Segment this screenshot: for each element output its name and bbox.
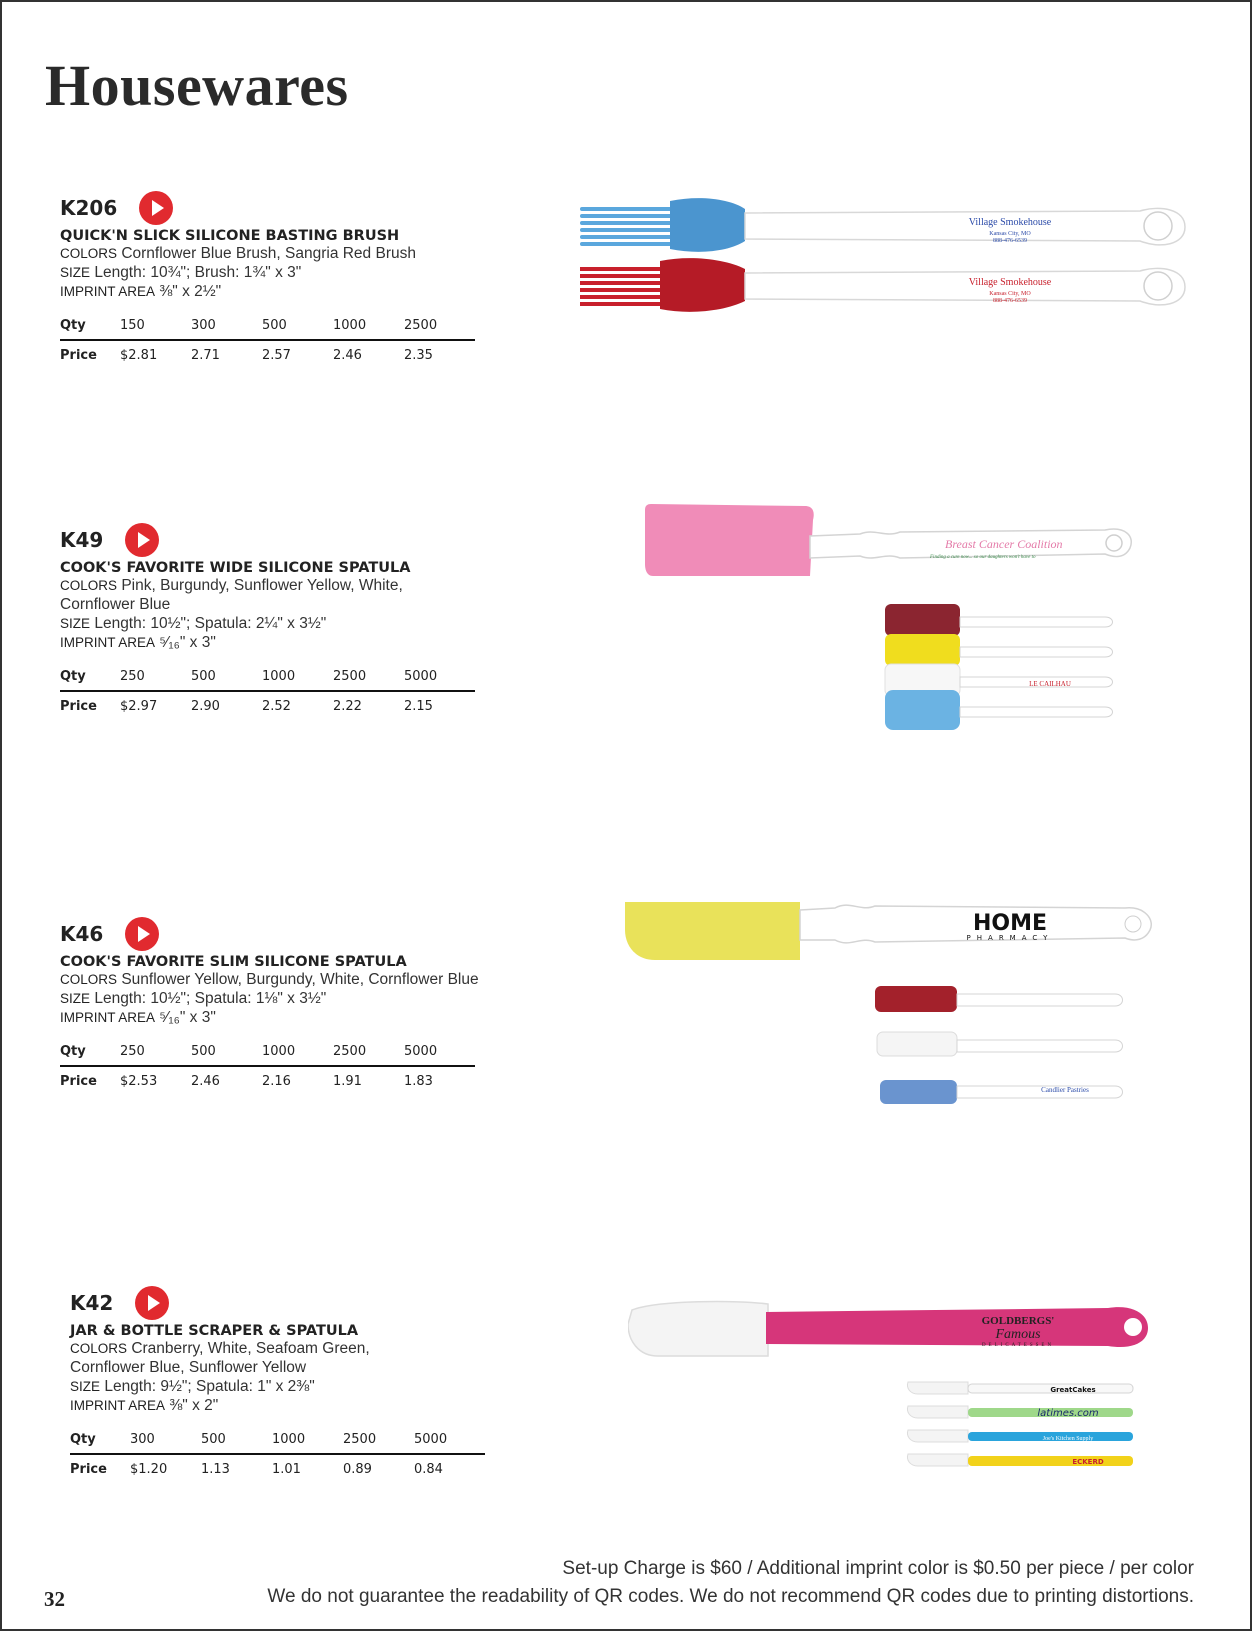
wide-spatula-image (645, 500, 1135, 735)
product-k46 (60, 916, 480, 1095)
price-label: Price (60, 698, 97, 714)
colors-line (60, 970, 480, 989)
price-label: Price (60, 347, 97, 363)
play-video-button[interactable] (139, 191, 173, 225)
qty-cell: 2500 (404, 311, 475, 340)
price-cell: 1.13 (201, 1461, 230, 1477)
qty-cell: 500 (262, 311, 333, 340)
imprint-value: ⁵⁄₁₆" x 3" (159, 1009, 216, 1026)
price-table (70, 1425, 485, 1483)
colors-value: Pink, Burgundy, Sunflower Yellow, White, (121, 577, 403, 594)
imprint-value: ⅜" x 2½" (159, 283, 222, 300)
product-k49 (60, 522, 480, 720)
qty-cell: 300 (191, 311, 262, 340)
qty-row (60, 311, 475, 340)
price-table (60, 1037, 475, 1095)
price-cell: 2.71 (191, 347, 220, 363)
play-video-button[interactable] (125, 523, 159, 557)
price-cell: 1.91 (333, 1073, 362, 1089)
qty-row (60, 662, 475, 691)
price-cell: 2.22 (333, 698, 362, 714)
product-name: COOK'S FAVORITE SLIM SILICONE SPATULA (60, 954, 407, 970)
play-video-button[interactable] (135, 1286, 169, 1320)
price-table (60, 311, 475, 369)
imprint-label: IMPRINT AREA (60, 1010, 156, 1025)
product-name: COOK'S FAVORITE WIDE SILICONE SPATULA (60, 560, 411, 576)
colors-line-continued: Cornflower Blue (60, 596, 171, 613)
qty-cell: 250 (120, 662, 191, 691)
small-slim-spatulas (875, 986, 1123, 1104)
imprint-text: Finding a cure now... so our daughters won't have to (930, 555, 1036, 560)
size-label: SIZE (60, 265, 91, 280)
play-video-button[interactable] (125, 917, 159, 951)
price-row (60, 340, 475, 369)
qty-cell: 250 (120, 1037, 191, 1066)
price-cell: 2.15 (404, 698, 433, 714)
qty-cell: 1000 (262, 1037, 333, 1066)
slim-spatula-image (625, 900, 1155, 1110)
imprint-line (60, 633, 480, 652)
price-label: Price (70, 1461, 107, 1477)
qty-cell: 5000 (404, 662, 475, 691)
qr-code-disclaimer: We do not guarantee the readability of QR codes. We do not recommend QR codes due to printing distortions. (267, 1586, 1194, 1607)
size-line (60, 614, 480, 633)
colors-line-continued: Cornflower Blue, Sunflower Yellow (70, 1359, 307, 1376)
product-code: K206 (60, 196, 118, 220)
qty-cell: 2500 (333, 1037, 404, 1066)
imprint-text: 888-476-6539 (993, 238, 1027, 244)
size-value: Length: 10¾"; Brush: 1¾" x 3" (94, 264, 302, 281)
price-cell: 2.52 (262, 698, 291, 714)
price-row (60, 1066, 475, 1095)
qty-label: Qty (60, 662, 120, 691)
price-row (70, 1454, 485, 1483)
product-code: K46 (60, 922, 104, 946)
price-cell: 2.90 (191, 698, 220, 714)
price-cell: 2.16 (262, 1073, 291, 1089)
imprint-text: Kansas City, MO (989, 231, 1031, 237)
setup-charge-note: Set-up Charge is $60 / Additional imprint color is $0.50 per piece / per color (562, 1558, 1194, 1579)
imprint-text: GreatCakes (1050, 1386, 1096, 1394)
colors-value: Cranberry, White, Seafoam Green, (131, 1340, 370, 1357)
qty-cell: 2500 (343, 1425, 414, 1454)
pink-wide-spatula (645, 504, 1131, 576)
imprint-text: DELICATESSEN (981, 1343, 1055, 1348)
qty-cell: 1000 (333, 311, 404, 340)
yellow-slim-spatula (625, 902, 1151, 960)
red-basting-brush (580, 258, 1185, 312)
qty-cell: 150 (120, 311, 191, 340)
price-cell: $2.81 (120, 347, 158, 363)
imprint-text: latimes.com (1037, 1408, 1099, 1419)
qty-cell: 2500 (333, 662, 404, 691)
qty-cell: 500 (191, 662, 262, 691)
price-cell: 2.57 (262, 347, 291, 363)
product-code: K49 (60, 528, 104, 552)
imprint-line (70, 1396, 490, 1415)
imprint-text: Village Smokehouse (968, 277, 1052, 288)
imprint-line (60, 282, 480, 301)
size-value: Length: 9½"; Spatula: 1" x 2⅜" (104, 1378, 315, 1395)
imprint-text: LE CAILHAU (1029, 680, 1071, 688)
imprint-label: IMPRINT AREA (60, 635, 156, 650)
price-cell: $1.20 (130, 1461, 168, 1477)
price-cell: 0.89 (343, 1461, 372, 1477)
imprint-text: Village Smokehouse (968, 217, 1052, 228)
qty-row (60, 1037, 475, 1066)
size-label: SIZE (70, 1379, 101, 1394)
imprint-line (60, 1008, 480, 1027)
qty-cell: 1000 (262, 662, 333, 691)
price-cell: 1.01 (272, 1461, 301, 1477)
price-cell: 1.83 (404, 1073, 433, 1089)
product-name: JAR & BOTTLE SCRAPER & SPATULA (70, 1323, 359, 1339)
colors-label: COLORS (60, 246, 118, 261)
small-spatulas-group (885, 604, 1113, 730)
qty-row (70, 1425, 485, 1454)
product-k206 (60, 190, 480, 369)
qty-label: Qty (60, 311, 120, 340)
imprint-text: Candlier Pastries (1041, 1086, 1089, 1094)
product-name: QUICK'N SLICK SILICONE BASTING BRUSH (60, 228, 400, 244)
qty-cell: 5000 (404, 1037, 475, 1066)
colors-label: COLORS (60, 972, 118, 987)
price-row (60, 691, 475, 720)
product-code: K42 (70, 1291, 114, 1315)
size-line (60, 989, 480, 1008)
page-title: Housewares (45, 53, 349, 118)
imprint-text: GOLDBERGS' (981, 1315, 1055, 1327)
qty-label: Qty (70, 1425, 130, 1454)
jar-scraper-image (628, 1300, 1158, 1485)
imprint-text: PHARMACY (966, 934, 1054, 942)
imprint-text: Famous (995, 1327, 1041, 1342)
size-line (60, 263, 480, 282)
qty-cell: 5000 (414, 1425, 485, 1454)
price-cell: $2.97 (120, 698, 158, 714)
imprint-value: ⁵⁄₁₆" x 3" (159, 634, 216, 651)
size-label: SIZE (60, 616, 91, 631)
qty-cell: 1000 (272, 1425, 343, 1454)
price-cell: $2.53 (120, 1073, 158, 1089)
size-line (70, 1377, 490, 1396)
colors-line (70, 1339, 490, 1358)
imprint-text: HOME (972, 911, 1048, 936)
blue-basting-brush (580, 198, 1185, 252)
imprint-label: IMPRINT AREA (60, 284, 156, 299)
imprint-text: Breast Cancer Coalition (945, 537, 1063, 551)
qty-cell: 300 (130, 1425, 201, 1454)
size-value: Length: 10½"; Spatula: 1⅛" x 3½" (94, 990, 327, 1007)
imprint-text: Joe's Kitchen Supply (1042, 1436, 1094, 1442)
qty-cell: 500 (201, 1425, 272, 1454)
price-cell: 2.46 (333, 347, 362, 363)
imprint-text: Kansas City, MO (989, 291, 1031, 297)
basting-brush-image (580, 195, 1200, 325)
colors-value: Cornflower Blue Brush, Sangria Red Brush (121, 245, 416, 262)
imprint-label: IMPRINT AREA (70, 1398, 166, 1413)
imprint-text: 888-476-6539 (993, 298, 1027, 304)
product-k42 (70, 1285, 490, 1483)
cranberry-jar-scraper (628, 1302, 1148, 1356)
price-cell: 2.35 (404, 347, 433, 363)
imprint-value: ⅜" x 2" (169, 1397, 219, 1414)
qty-label: Qty (60, 1037, 120, 1066)
price-cell: 2.46 (191, 1073, 220, 1089)
colors-label: COLORS (70, 1341, 128, 1356)
size-value: Length: 10½"; Spatula: 2¼" x 3½" (94, 615, 327, 632)
colors-label: COLORS (60, 578, 118, 593)
colors-line (60, 244, 480, 263)
imprint-text: ECKERD (1072, 1458, 1104, 1466)
qty-cell: 500 (191, 1037, 262, 1066)
size-label: SIZE (60, 991, 91, 1006)
small-jar-scrapers (907, 1382, 1133, 1466)
page-number: 32 (44, 1587, 65, 1611)
price-cell: 0.84 (414, 1461, 443, 1477)
colors-line (60, 576, 480, 595)
colors-value: Sunflower Yellow, Burgundy, White, Cornflower Blue (121, 971, 479, 988)
price-table (60, 662, 475, 720)
price-label: Price (60, 1073, 97, 1089)
